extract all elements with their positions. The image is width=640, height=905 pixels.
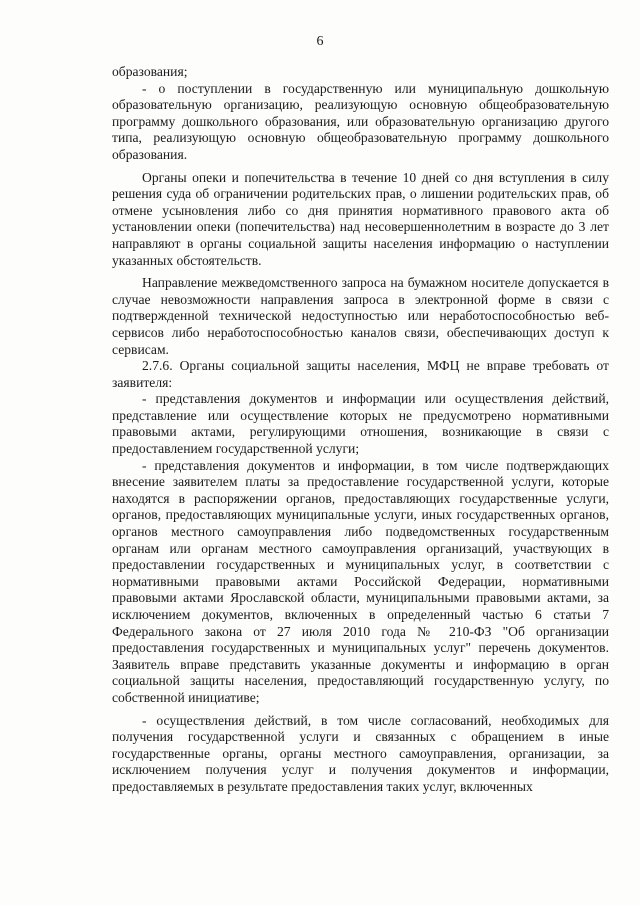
paragraph-paper-request: Направление межведомственного запроса на бумажном носителе допускается в случае невозможности направления запроса в электронной форме в связи с подтвержденной технической недоступностью или неработоспособностью веб-сервисов либо неработоспособностью каналов связи, обеспечивающих доступ к сервисам.: [112, 275, 609, 357]
list-item-documents-in-possession: - представления документов и информации, в том числе подтверждающих внесение заявителем платы за предоставление государственной услуги, которые находятся в распоряжении органов, предоставляющих государственные услуги, органов, предоставляющих муниципальные услуги, иных государственных органов, органов местного самоуправления либо подведомственных государственным органам или органам местного самоуправления организаций, участвующих в предоставлении государственных и муниципальных услуг, в соответствии с нормативными правовыми актами Российской Федерации, нормативными правовыми актами Ярославской области, муниципальными правовыми актами, за исключением документов, включенных в определенный частью 6 статьи 7 Федерального закона от 27 июля 2010 года № 210-ФЗ "Об организации предоставления государственных и муниципальных услуг" перечень документов. Заявитель вправе представить указанные документы и информацию в орган социальной защиты населения, предоставляющий государственную услугу, по собственной инициативе;: [112, 457, 609, 705]
clause-2-7-6: 2.7.6. Органы социальной защиты населения, МФЦ не вправе требовать от заявителя:: [112, 358, 609, 390]
list-item-kindergarten: - о поступлении в государственную или муниципальную дошкольную образовательную организацию, реализующую основную общеобразовательную программу дошкольного образования, или образовательную организацию другого типа, реализующую основную общеобразовательную программу дошкольного образования.: [112, 80, 609, 162]
document-body: [112, 64, 609, 796]
list-item-documents-not-required: - представления документов и информации или осуществления действий, представление или осуществление которых не предусмотрено нормативными правовыми актами, регулирующими отношения, возникающие в связи с предоставлением государственной услуги;: [112, 391, 609, 457]
paragraph-continuation: образования;: [112, 64, 188, 79]
paragraph-guardianship: Органы опеки и попечительства в течение 10 дней со дня вступления в силу решения суда об ограничении родительских прав, о лишении родительских прав, об отмене усыновления либо со дня принятия нормативного правового акта об установлении опеки (попечительства) над несовершеннолетним в возрасте до 3 лет направляют в органы социальной защиты населения информацию о наступлении указанных обстоятельств.: [112, 169, 609, 268]
page-number: 6: [316, 34, 324, 49]
list-item-actions: - осуществления действий, в том числе согласований, необходимых для получения государственной услуги и связанных с обращением в иные государственные органы, органы местного самоуправления, организации, за исключением получения услуг и получения документов и информации, предоставляемых в результате предоставления таких услуг, включенных: [112, 712, 609, 794]
